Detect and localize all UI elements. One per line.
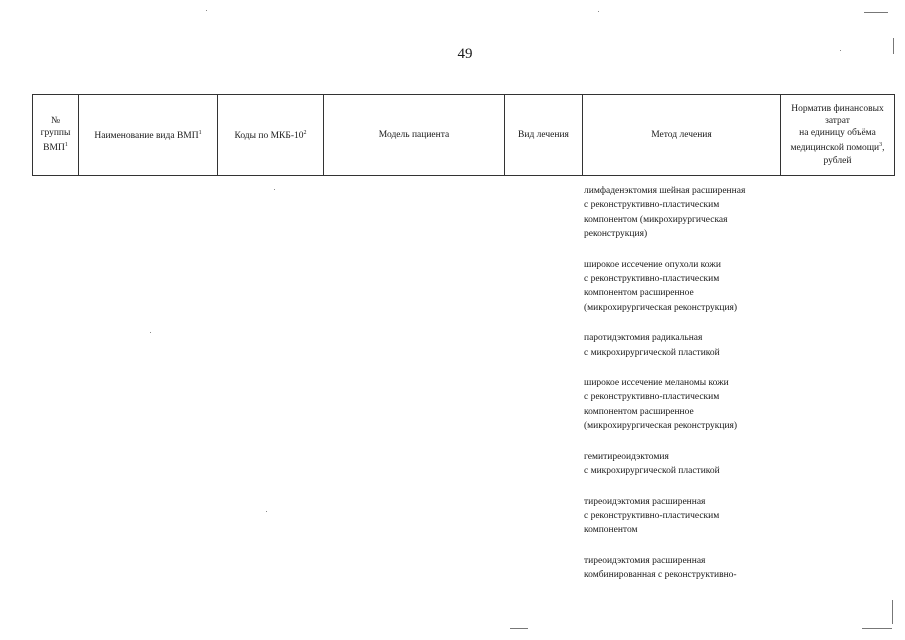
treatment-method-line: с реконструктивно-пластическим [584, 510, 720, 521]
header-text: Метод лечения [651, 130, 712, 140]
margin-mark [510, 628, 528, 629]
scan-speck [274, 189, 275, 190]
header-text: медицинской помощи [790, 143, 880, 154]
header-text: Вид лечения [518, 130, 569, 140]
treatment-method-line: тиреоидэктомия расширенная [584, 555, 706, 566]
margin-mark [864, 12, 888, 13]
treatment-method-line: компонентом расширенное [584, 288, 694, 299]
treatment-method-line: (микрохирургическая реконструкция) [584, 421, 738, 432]
treatment-method-line: широкое иссечение меланомы кожи [584, 378, 729, 389]
header-treatment-type [505, 95, 583, 176]
header-text: № [50, 116, 61, 127]
treatment-method-line: с микрохирургической пластикой [584, 347, 720, 358]
page-number: 49 [457, 46, 473, 62]
header-group-number [33, 95, 79, 176]
scan-speck [840, 50, 841, 51]
margin-mark [862, 628, 892, 629]
treatment-method-line: комбинированная с реконструктивно- [584, 570, 737, 581]
header-text: рублей [823, 155, 852, 166]
treatment-method-line: лимфаденэктомия шейная расширенная [584, 186, 746, 196]
scan-speck [598, 11, 599, 12]
treatment-methods-column [584, 184, 784, 599]
scan-speck [266, 511, 267, 512]
treatment-method-line: с реконструктивно-пластическим [584, 274, 720, 285]
treatment-method-entry [584, 450, 784, 479]
footnote-ref: 1 [64, 142, 68, 149]
treatment-method-entry [584, 376, 784, 434]
header-text: Норматив финансовых [791, 104, 884, 115]
header-text: на единицу объёма [799, 128, 876, 139]
header-punctuation: , [882, 143, 885, 154]
header-text: затрат [825, 116, 850, 127]
treatment-method-line: компонентом (микрохирургическая [584, 214, 728, 225]
header-cost-standard [781, 95, 895, 176]
header-text: Наименование вида ВМП [94, 131, 199, 142]
header-vmp-type [79, 95, 218, 176]
table-header [32, 94, 895, 176]
treatment-method-line: широкое иссечение опухоли кожи [584, 259, 721, 270]
footnote-ref: 1 [198, 130, 202, 137]
treatment-method-entry [584, 331, 784, 360]
treatment-method-line: с реконструктивно-пластическим [584, 392, 720, 403]
margin-mark [892, 600, 893, 624]
treatment-method-line: компонентом [584, 525, 638, 536]
treatment-method-line: (микрохирургическая реконструкция) [584, 302, 738, 313]
header-text: Модель пациента [378, 130, 450, 140]
treatment-method-line: паротидэктомия радикальная [584, 333, 703, 344]
header-patient-model [324, 95, 505, 176]
header-text: ВМП [43, 143, 65, 154]
footnote-ref: 3 [879, 142, 883, 149]
treatment-method-entry [584, 495, 784, 538]
scan-speck [206, 10, 207, 11]
treatment-method-line: тиреоидэктомия расширенная [584, 496, 706, 507]
table-header-row [33, 95, 895, 176]
header-treatment-method [583, 95, 781, 176]
header-text: Коды по МКБ-10 [234, 131, 304, 142]
margin-mark [893, 38, 894, 54]
header-icd-codes [218, 95, 324, 176]
treatment-method-entry [584, 554, 784, 583]
treatment-method-line: гемитиреоидэктомия [584, 451, 669, 462]
treatment-method-entry [584, 184, 784, 242]
header-text: группы [40, 128, 71, 139]
footnote-ref: 2 [303, 130, 307, 137]
treatment-method-line: с микрохирургической пластикой [584, 466, 720, 477]
treatment-method-line: реконструкция) [584, 229, 648, 240]
treatment-method-line: компонентом расширенное [584, 406, 694, 417]
treatment-method-line: с реконструктивно-пластическим [584, 200, 720, 211]
treatment-method-entry [584, 258, 784, 316]
scan-speck [150, 332, 151, 333]
